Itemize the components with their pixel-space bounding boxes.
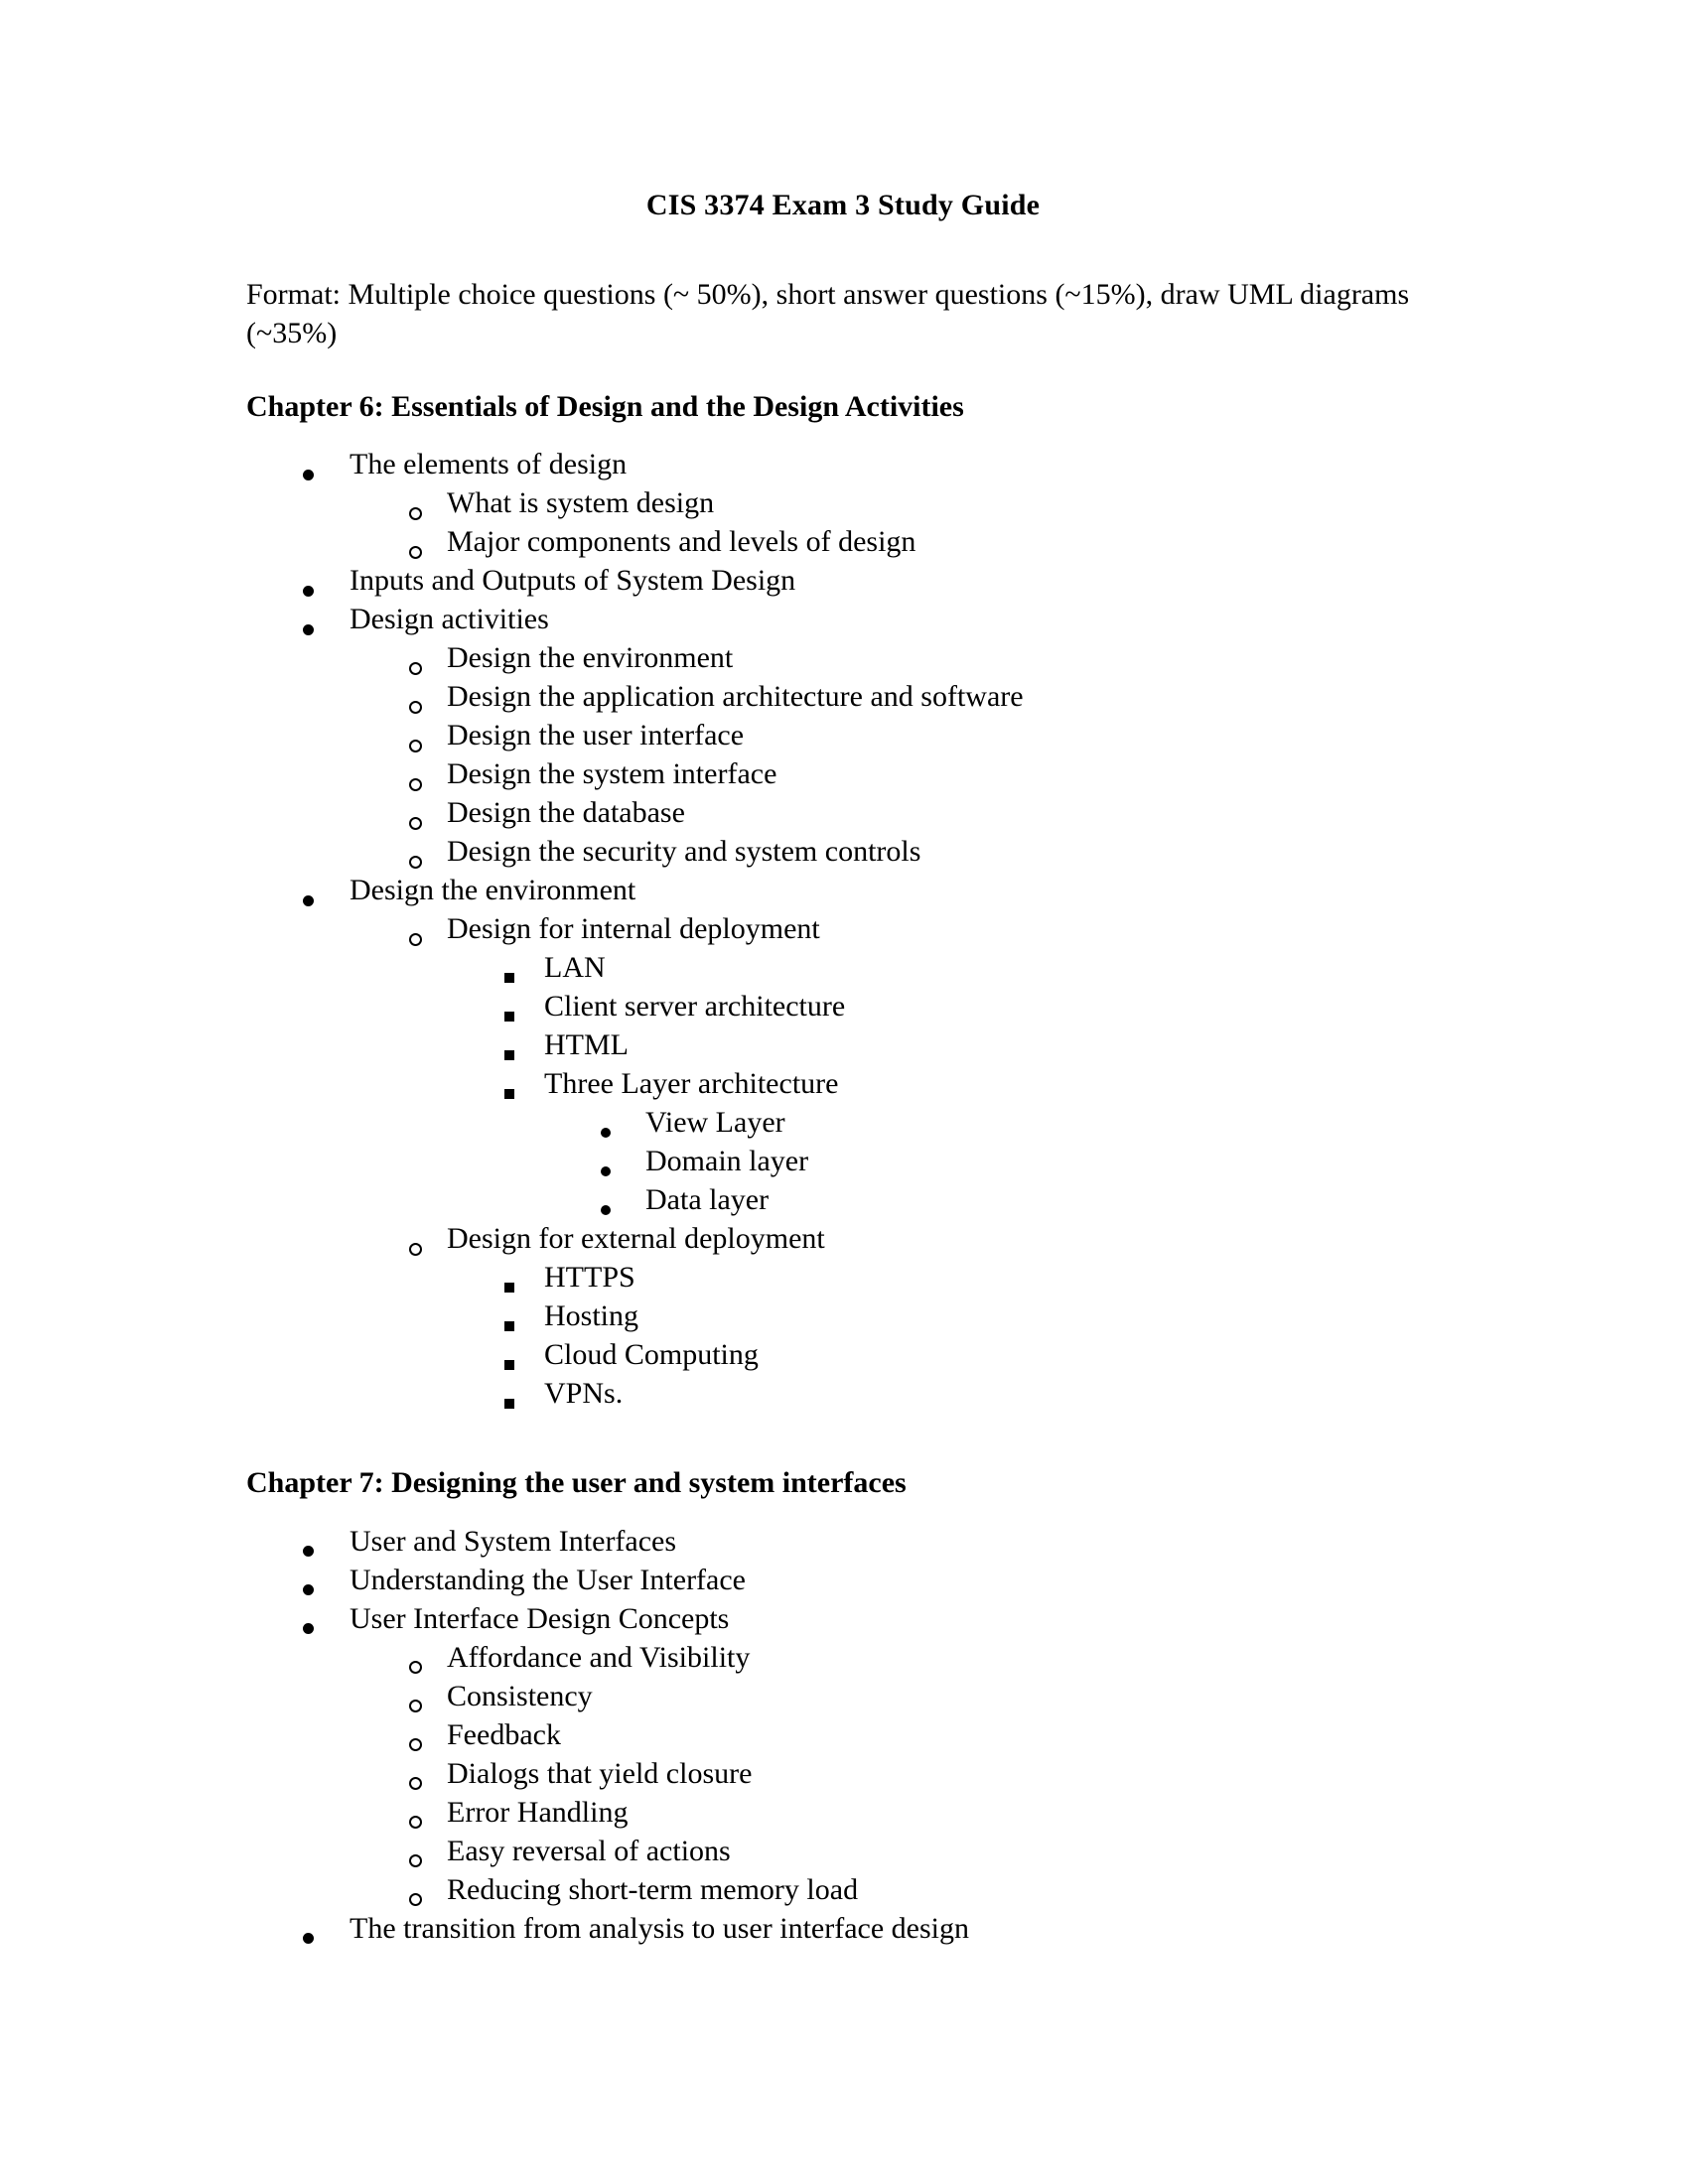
bullet-disc-icon: [303, 600, 349, 638]
outline-item: [246, 1677, 1470, 1715]
outline-item-label: User and System Interfaces: [350, 1524, 677, 1558]
bullet-glyph: [504, 1050, 514, 1060]
outline-item: [246, 638, 1470, 677]
outline-item: [246, 1103, 1470, 1142]
outline-item: [246, 1064, 1470, 1219]
bullet-circle-icon: [409, 1638, 455, 1677]
bullet-disc-icon: [303, 1522, 349, 1561]
outline-item-row: [246, 716, 1470, 754]
outline-item-row: [246, 987, 1470, 1025]
bullet-disc-icon: [303, 561, 349, 600]
bullet-square-icon: [504, 1374, 550, 1413]
bullet-glyph: [504, 1399, 514, 1409]
outline-item: [246, 754, 1470, 793]
outline-item: [246, 1258, 1470, 1297]
outline-item-row: [246, 561, 1470, 600]
bullet-glyph: [303, 895, 314, 906]
outline-item: [246, 445, 1470, 561]
bullet-square-icon: [504, 1335, 550, 1374]
outline-item: [246, 1638, 1470, 1677]
bullet-circle-icon: [409, 1677, 455, 1715]
bullet-circle-icon: [409, 1754, 455, 1793]
bullet-glyph: [409, 1777, 422, 1790]
outline-item-label: Design the environment: [447, 641, 734, 674]
outline-item-label: Easy reversal of actions: [447, 1834, 731, 1867]
outline-item-label: Client server architecture: [544, 990, 846, 1023]
outline-item-label: Feedback: [447, 1717, 561, 1751]
outline-item-label: Cloud Computing: [544, 1338, 759, 1371]
outline-item: [246, 871, 1470, 1413]
outline-item: [246, 1219, 1470, 1413]
outline-item-label: Data layer: [645, 1183, 770, 1216]
outline-item-row: [246, 1832, 1470, 1870]
outline-item: [246, 832, 1470, 871]
bullet-disc-sm-icon: [601, 1142, 646, 1180]
bullet-disc-icon: [303, 1909, 349, 1948]
outline-item-label: LAN: [544, 951, 606, 984]
bullet-glyph: [409, 778, 422, 791]
bullet-glyph: [409, 1243, 422, 1256]
outline-item: [246, 1832, 1470, 1870]
bullet-glyph: [504, 1012, 514, 1022]
chapter-6-heading: Chapter 6: Essentials of Design and the Design Activities: [246, 389, 964, 423]
bullet-glyph: [409, 546, 422, 559]
bullet-glyph: [601, 1128, 611, 1138]
outline-item-row: [246, 1909, 1470, 1948]
bullet-disc-sm-icon: [601, 1103, 646, 1142]
outline-item-row: [246, 638, 1470, 677]
bullet-circle-icon: [409, 793, 455, 832]
spacer-after-title: [246, 223, 1470, 275]
outline-item-row: [246, 1064, 1470, 1103]
outline-item-row: [246, 754, 1470, 793]
outline-item-row: [246, 948, 1470, 987]
bullet-circle-icon: [409, 909, 455, 948]
outline-item-label: Consistency: [447, 1679, 593, 1712]
bullet-glyph: [504, 1089, 514, 1099]
outline-item-row: [246, 1258, 1470, 1297]
outline-item-label: Design the security and system controls: [447, 835, 921, 868]
outline-item: [246, 793, 1470, 832]
outline-item: [246, 716, 1470, 754]
outline-item: [246, 1297, 1470, 1335]
outline-list-level-3: [246, 1258, 1470, 1413]
outline-item: [246, 987, 1470, 1025]
bullet-circle-icon: [409, 522, 455, 561]
bullet-square-icon: [504, 1297, 550, 1335]
outline-item-label: Domain layer: [645, 1145, 809, 1177]
outline-item-row: [246, 1335, 1470, 1374]
outline-item-label: Three Layer architecture: [544, 1067, 839, 1100]
outline-item: [246, 1870, 1470, 1909]
bullet-glyph: [601, 1166, 611, 1176]
bullet-square-icon: [504, 1064, 550, 1103]
spacer-after-chapter7-heading: [246, 1502, 1470, 1522]
bullet-circle-icon: [409, 483, 455, 522]
outline-item-label: VPNs.: [544, 1377, 624, 1410]
bullet-disc-icon: [303, 445, 349, 483]
outline-item-row: [246, 1561, 1470, 1599]
bullet-disc-icon: [303, 1599, 349, 1638]
outline-item: [246, 1561, 1470, 1599]
outline-item: [246, 909, 1470, 1219]
outline-list-level-2: [246, 638, 1470, 871]
outline-list-level-2: [246, 909, 1470, 1413]
outline-item-row: [246, 1219, 1470, 1258]
bullet-glyph: [303, 1623, 314, 1634]
bullet-glyph: [409, 740, 422, 752]
outline-item-row: [246, 909, 1470, 948]
outline-item: [246, 1522, 1470, 1561]
bullet-circle-icon: [409, 1715, 455, 1754]
bullet-glyph: [303, 1546, 314, 1557]
outline-item-label: Understanding the User Interface: [350, 1563, 746, 1596]
outline-item-label: Design for internal deployment: [447, 912, 820, 945]
outline-item-label: Error Handling: [447, 1795, 629, 1829]
outline-item-row: [246, 793, 1470, 832]
outline-item: [246, 1335, 1470, 1374]
outline-item-label: User Interface Design Concepts: [350, 1601, 730, 1635]
outline-list-level-2: [246, 483, 1470, 561]
outline-item-row: [246, 1715, 1470, 1754]
outline-item-label: Design the user interface: [447, 719, 745, 751]
outline-item: [246, 1180, 1470, 1219]
outline-item-label: Design the environment: [350, 874, 636, 906]
bullet-glyph: [409, 1738, 422, 1751]
outline-item-row: [246, 1180, 1470, 1219]
bullet-circle-icon: [409, 1870, 455, 1909]
outline-item-label: Reducing short-term memory load: [447, 1872, 859, 1906]
bullet-circle-icon: [409, 677, 455, 716]
outline-item-label: Inputs and Outputs of System Design: [350, 564, 796, 597]
outline-item: [246, 522, 1470, 561]
bullet-glyph: [504, 1321, 514, 1331]
outline-item: [246, 677, 1470, 716]
bullet-circle-icon: [409, 1832, 455, 1870]
outline-item: [246, 1599, 1470, 1909]
bullet-glyph: [409, 856, 422, 869]
bullet-circle-icon: [409, 1793, 455, 1832]
bullet-glyph: [409, 507, 422, 520]
bullet-circle-icon: [409, 716, 455, 754]
outline-item: [246, 1793, 1470, 1832]
outline-item-row: [246, 1374, 1470, 1413]
outline-item-row: [246, 1025, 1470, 1064]
outline-item-label: Affordance and Visibility: [447, 1640, 751, 1674]
bullet-glyph: [303, 1584, 314, 1595]
outline-item-row: [246, 600, 1470, 638]
bullet-circle-icon: [409, 1219, 455, 1258]
bullet-circle-icon: [409, 754, 455, 793]
outline-item-label: View Layer: [645, 1106, 785, 1139]
bullet-glyph: [504, 973, 514, 983]
outline-item-row: [246, 1103, 1470, 1142]
outline-item-label: Design the application architecture and software: [447, 680, 1024, 713]
outline-item-row: [246, 1522, 1470, 1561]
bullet-glyph: [601, 1205, 611, 1215]
bullet-glyph: [409, 817, 422, 830]
bullet-glyph: [303, 470, 314, 480]
chapter-7-outline: [246, 1522, 1470, 1948]
outline-item-label: What is system design: [447, 486, 715, 519]
outline-item: [246, 1374, 1470, 1413]
bullet-disc-sm-icon: [601, 1180, 646, 1219]
outline-item-row: [246, 677, 1470, 716]
outline-item-row: [246, 483, 1470, 522]
outline-item-row: [246, 832, 1470, 871]
outline-item-label: Design the database: [447, 796, 685, 829]
outline-item-label: Dialogs that yield closure: [447, 1756, 753, 1790]
outline-item-label: HTTPS: [544, 1261, 635, 1294]
bullet-glyph: [303, 586, 314, 597]
outline-item: [246, 1142, 1470, 1180]
format-paragraph: Format: Multiple choice questions (~ 50%), short answer questions (~15%), draw UML diagrams (~35%): [246, 277, 1410, 349]
outline-item-label: The transition from analysis to user interface design: [350, 1911, 969, 1945]
chapter-7-heading: Chapter 7: Designing the user and system interfaces: [246, 1466, 907, 1499]
outline-item-row: [246, 871, 1470, 909]
outline-item-label: Design activities: [350, 603, 549, 635]
bullet-square-icon: [504, 987, 550, 1025]
outline-item-row: [246, 1677, 1470, 1715]
outline-item-label: The elements of design: [350, 448, 628, 480]
outline-item-row: [246, 1599, 1470, 1638]
outline-item-row: [246, 1870, 1470, 1909]
bullet-disc-icon: [303, 871, 349, 909]
spacer-before-chapter6: [246, 352, 1470, 388]
bullet-circle-icon: [409, 638, 455, 677]
outline-item: [246, 948, 1470, 987]
outline-item-label: Major components and levels of design: [447, 525, 916, 558]
outline-item: [246, 1025, 1470, 1064]
page-title: CIS 3374 Exam 3 Study Guide: [645, 189, 1041, 221]
outline-item-row: [246, 1638, 1470, 1677]
outline-item-row: [246, 522, 1470, 561]
outline-list-level-2: [246, 1638, 1470, 1909]
outline-item: [246, 1715, 1470, 1754]
bullet-square-icon: [504, 948, 550, 987]
outline-item-row: [246, 445, 1470, 483]
bullet-glyph: [409, 1700, 422, 1712]
outline-item-row: [246, 1754, 1470, 1793]
bullet-glyph: [504, 1283, 514, 1293]
outline-item-row: [246, 1793, 1470, 1832]
bullet-square-icon: [504, 1258, 550, 1297]
outline-list-level-1: [246, 445, 1470, 1413]
bullet-glyph: [409, 1661, 422, 1674]
bullet-circle-icon: [409, 832, 455, 871]
outline-list-level-1: [246, 1522, 1470, 1948]
bullet-glyph: [409, 1893, 422, 1906]
bullet-glyph: [409, 701, 422, 714]
spacer-before-chapter7: [246, 1413, 1470, 1464]
outline-item-row: [246, 1297, 1470, 1335]
bullet-glyph: [504, 1360, 514, 1370]
outline-item-label: Design the system interface: [447, 757, 777, 790]
bullet-glyph: [409, 662, 422, 675]
bullet-glyph: [409, 1816, 422, 1829]
outline-item-label: Design for external deployment: [447, 1222, 825, 1255]
outline-item: [246, 600, 1470, 871]
outline-list-level-3: [246, 948, 1470, 1219]
outline-list-level-4: [246, 1103, 1470, 1219]
bullet-disc-icon: [303, 1561, 349, 1599]
spacer-after-chapter6-heading: [246, 425, 1470, 445]
bullet-square-icon: [504, 1025, 550, 1064]
outline-item: [246, 483, 1470, 522]
bullet-glyph: [303, 1933, 314, 1944]
bullet-glyph: [303, 624, 314, 635]
outline-item: [246, 1909, 1470, 1948]
bullet-glyph: [409, 1854, 422, 1867]
bullet-glyph: [409, 933, 422, 946]
chapter-6-outline: [246, 445, 1470, 1413]
outline-item-label: HTML: [544, 1028, 629, 1061]
outline-item-row: [246, 1142, 1470, 1180]
outline-item: [246, 1754, 1470, 1793]
outline-item-label: Hosting: [544, 1299, 639, 1332]
outline-item: [246, 561, 1470, 600]
